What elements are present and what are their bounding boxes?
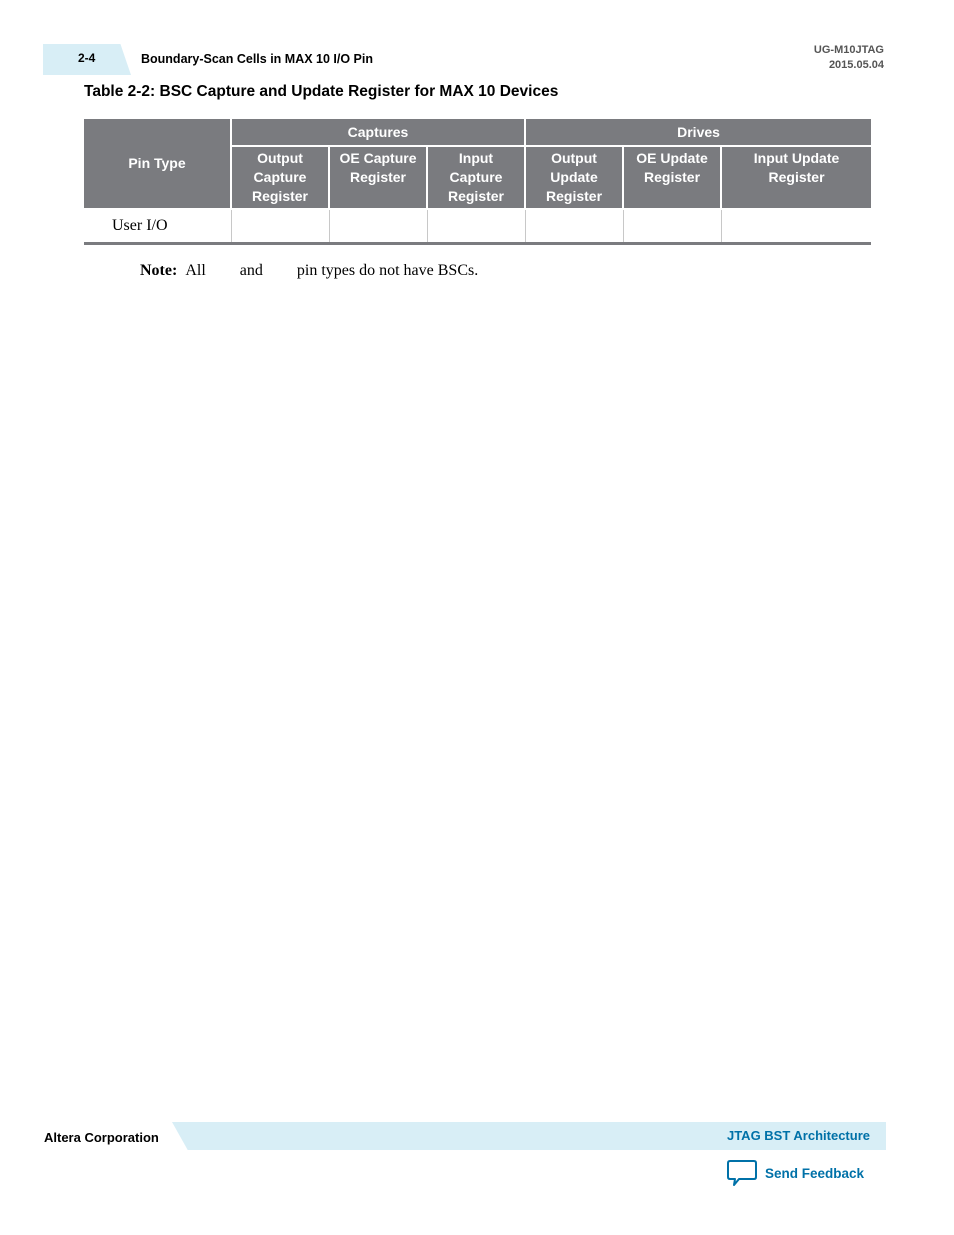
cell-input-capture (427, 209, 525, 244)
cell-output-capture (231, 209, 329, 244)
table-title: Table 2-2: BSC Capture and Update Register for MAX 10 Devices (84, 83, 559, 100)
footer-company: Altera Corporation (44, 1130, 159, 1145)
cell-pin-type: User I/O (84, 209, 231, 244)
document-id: UG-M10JTAG (813, 44, 884, 56)
header-group-drives: Drives (525, 119, 871, 146)
send-feedback-link[interactable] (727, 1159, 864, 1187)
header-input-capture-register: Input Capture Register (427, 146, 525, 209)
section-title: Boundary-Scan Cells in MAX 10 I/O Pin (141, 52, 373, 66)
header-oe-update-register: OE Update Register (623, 146, 721, 209)
footer-chapter-link[interactable]: JTAG BST Architecture (726, 1128, 870, 1143)
note-text-all: All (185, 262, 206, 279)
cell-input-update (721, 209, 871, 244)
page-number: 2-4 (78, 51, 96, 65)
document-date: 2015.05.04 (828, 59, 884, 71)
send-feedback-label: Send Feedback (765, 1165, 865, 1181)
header-input-update-register: Input Update Register (721, 146, 871, 209)
header-group-captures: Captures (231, 119, 525, 146)
header-output-capture-register: Output Capture Register (231, 146, 329, 209)
note-label: Note: (140, 262, 178, 279)
header-oe-capture-register: OE Capture Register (329, 146, 427, 209)
header-pin-type: Pin Type (84, 119, 231, 209)
cell-output-update (525, 209, 623, 244)
cell-oe-capture (329, 209, 427, 244)
header-output-update-register: Output Update Register (525, 146, 623, 209)
cell-oe-update (623, 209, 721, 244)
speech-bubble-icon (727, 1159, 757, 1187)
bsc-register-table (84, 119, 871, 245)
table-row (84, 209, 871, 244)
table-note (140, 262, 478, 280)
document-info (814, 43, 884, 73)
note-text-rest: pin types do not have BSCs. (296, 262, 479, 279)
note-text-and: and (239, 262, 263, 279)
